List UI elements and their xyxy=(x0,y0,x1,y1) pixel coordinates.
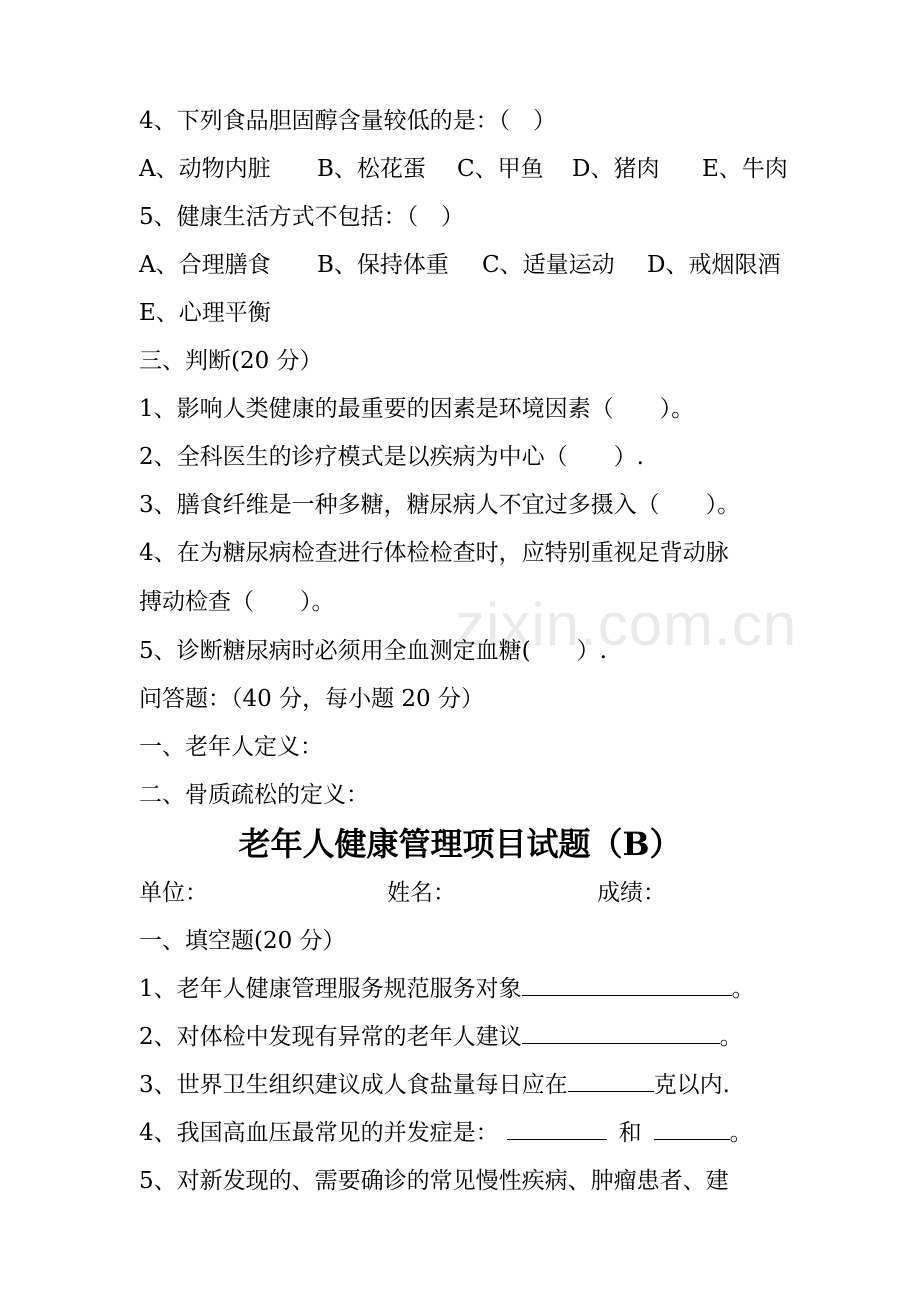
fill-item-4 xyxy=(139,1118,800,1148)
score-label: 成绩： xyxy=(597,880,666,906)
qa-heading: 问答题：（40 分，每小题 20 分） xyxy=(139,686,484,712)
fill-2-blank[interactable] xyxy=(522,1023,720,1044)
question-5: 5、健康生活方式不包括：（ ） xyxy=(139,204,465,230)
fill-item-2 xyxy=(139,1022,800,1052)
fill-item-1 xyxy=(139,974,800,1004)
fill-4-text: 4、我国高血压最常见的并发症是： xyxy=(139,1120,499,1146)
fill-2-text: 2、对体检中发现有异常的老年人建议 xyxy=(139,1024,522,1050)
fill-1-end: 。 xyxy=(731,976,755,1002)
question-4-options xyxy=(139,154,800,184)
judge-item-4-cont: 搏动检查（ ）。 xyxy=(139,589,335,615)
fill-3-blank[interactable] xyxy=(568,1071,654,1092)
fill-2-end: 。 xyxy=(719,1024,743,1050)
fill-1-text: 1、老年人健康管理服务规范服务对象 xyxy=(139,976,522,1002)
fill-4-end: 。 xyxy=(729,1120,753,1146)
q4-option-a: A、动物内脏 xyxy=(139,156,271,182)
fill-item-5: 5、对新发现的、需要确诊的常见慢性疾病、肿瘤患者、建 xyxy=(139,1168,729,1194)
q4-option-d: D、猪肉 xyxy=(572,156,660,182)
judge-item-3: 3、膳食纤维是一种多糖，糖尿病人不宜过多摄入（ ）。 xyxy=(139,492,741,518)
exam-title: 老年人健康管理项目试题（B） xyxy=(238,825,682,863)
q5-option-d: D、戒烟限酒 xyxy=(647,252,781,278)
q4-option-b: B、松花蛋 xyxy=(317,156,426,182)
judge-item-5: 5、诊断糖尿病时必须用全血测定血糖( ）. xyxy=(139,638,607,664)
judge-item-2: 2、全科医生的诊疗模式是以疾病为中心（ ）. xyxy=(139,444,644,470)
q5-option-a: A、合理膳食 xyxy=(139,252,271,278)
fill-heading: 一、填空题(20 分） xyxy=(139,928,346,954)
name-label: 姓名： xyxy=(387,880,456,906)
judge-item-1: 1、影响人类健康的最重要的因素是环境因素（ ）。 xyxy=(139,396,695,422)
q5-option-c: C、适量运动 xyxy=(482,252,615,278)
q5-option-e: E、心理平衡 xyxy=(139,300,271,326)
fill-3-end: 克以内. xyxy=(653,1072,730,1098)
info-row xyxy=(139,878,800,908)
question-4: 4、下列食品胆固醇含量较低的是：（ ） xyxy=(139,108,557,134)
fill-item-3 xyxy=(139,1070,800,1100)
fill-1-blank[interactable] xyxy=(522,975,732,996)
question-5-options xyxy=(139,250,800,280)
fill-4-blank-2[interactable] xyxy=(654,1119,730,1140)
unit-label: 单位： xyxy=(139,880,208,906)
fill-4-mid: 和 xyxy=(618,1120,642,1146)
qa-question-1: 一、老年人定义： xyxy=(139,734,323,760)
q4-option-e: E、牛肉 xyxy=(702,156,788,182)
judge-item-4: 4、在为糖尿病检查进行体检检查时，应特别重视足背动脉 xyxy=(139,540,729,566)
judge-heading: 三、判断(20 分） xyxy=(139,348,323,374)
watermark: zixin.com.cn xyxy=(455,591,798,658)
q5-option-b: B、保持体重 xyxy=(317,252,449,278)
fill-3-text: 3、世界卫生组织建议成人食盐量每日应在 xyxy=(139,1072,568,1098)
fill-4-blank-1[interactable] xyxy=(507,1119,607,1140)
q4-option-c: C、甲鱼 xyxy=(457,156,544,182)
qa-question-2: 二、骨质疏松的定义： xyxy=(139,782,369,808)
